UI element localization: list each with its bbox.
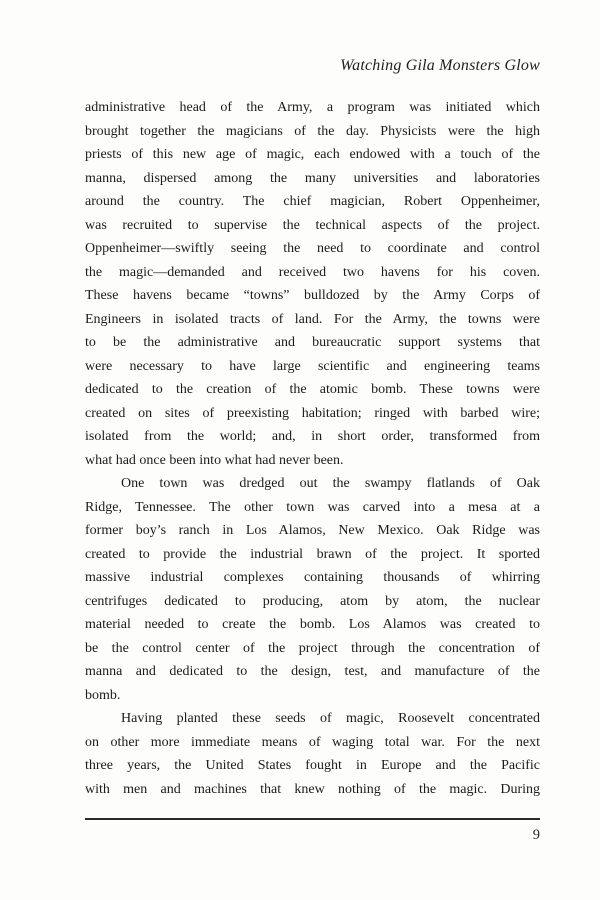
text-line: administrative head of the Army, a program was initiated which bbox=[85, 100, 540, 115]
page-body bbox=[85, 96, 540, 801]
text-line: created to provide the industrial brawn of the project. It sported bbox=[85, 546, 540, 562]
paragraph bbox=[85, 96, 540, 472]
text-line: former boy’s ranch in Los Alamos, New Mexico. Oak Ridge was bbox=[85, 523, 540, 538]
text-line: were necessary to have large scientific and engineering teams bbox=[85, 358, 540, 374]
text-line: created on sites of preexisting habitation; ringed with barbed wire; bbox=[85, 405, 540, 421]
text-line: with men and machines that knew nothing of the magic. During bbox=[85, 781, 540, 797]
text-line: material needed to create the bomb. Los Alamos was created to bbox=[85, 617, 540, 632]
text-line: Oppenheimer—swiftly seeing the need to coordinate and control bbox=[85, 241, 540, 256]
paragraph bbox=[85, 472, 540, 707]
text-line: isolated from the world; and, in short order, transformed from bbox=[85, 429, 540, 444]
text-line: be the control center of the project through the concentration of bbox=[85, 640, 540, 656]
text-line: dedicated to the creation of the atomic bomb. These towns were bbox=[85, 382, 540, 397]
text-line: to be the administrative and bureaucratic support systems that bbox=[85, 335, 540, 350]
text-line: One town was dredged out the swampy flatlands of Oak bbox=[121, 476, 540, 491]
text-line: was recruited to supervise the technical aspects of the project. bbox=[85, 217, 540, 233]
text-line: Having planted these seeds of magic, Roosevelt concentrated bbox=[121, 711, 540, 726]
text-line: priests of this new age of magic, each endowed with a touch of the bbox=[85, 147, 540, 162]
text-line: These havens became “towns” bulldozed by the Army Corps of bbox=[85, 288, 540, 303]
page-number: 9 bbox=[532, 827, 540, 843]
text-line: manna, dispersed among the many universities and laboratories bbox=[85, 170, 540, 186]
paragraph bbox=[85, 707, 540, 801]
footer-rule bbox=[85, 818, 540, 820]
running-header: Watching Gila Monsters Glow bbox=[340, 57, 540, 74]
text-line: on other more immediate means of waging total war. For the next bbox=[85, 734, 540, 750]
text-line: massive industrial complexes containing thousands of whirring bbox=[85, 570, 540, 585]
text-line: brought together the magicians of the day. Physicists were the high bbox=[85, 123, 540, 139]
text-line: around the country. The chief magician, Robert Oppenheimer, bbox=[85, 194, 540, 209]
text-line: manna and dedicated to the design, test, and manufacture of the bbox=[85, 664, 540, 679]
text-line: Engineers in isolated tracts of land. For the Army, the towns were bbox=[85, 311, 540, 327]
text-line: three years, the United States fought in Europe and the Pacific bbox=[85, 758, 540, 773]
text-line: Ridge, Tennessee. The other town was carved into a mesa at a bbox=[85, 499, 540, 515]
text-line: what had once been into what had never been. bbox=[85, 452, 344, 468]
text-line: the magic—demanded and received two havens for his coven. bbox=[85, 264, 540, 280]
text-line: bomb. bbox=[85, 687, 121, 703]
text-line: centrifuges dedicated to producing, atom by atom, the nuclear bbox=[85, 593, 540, 609]
